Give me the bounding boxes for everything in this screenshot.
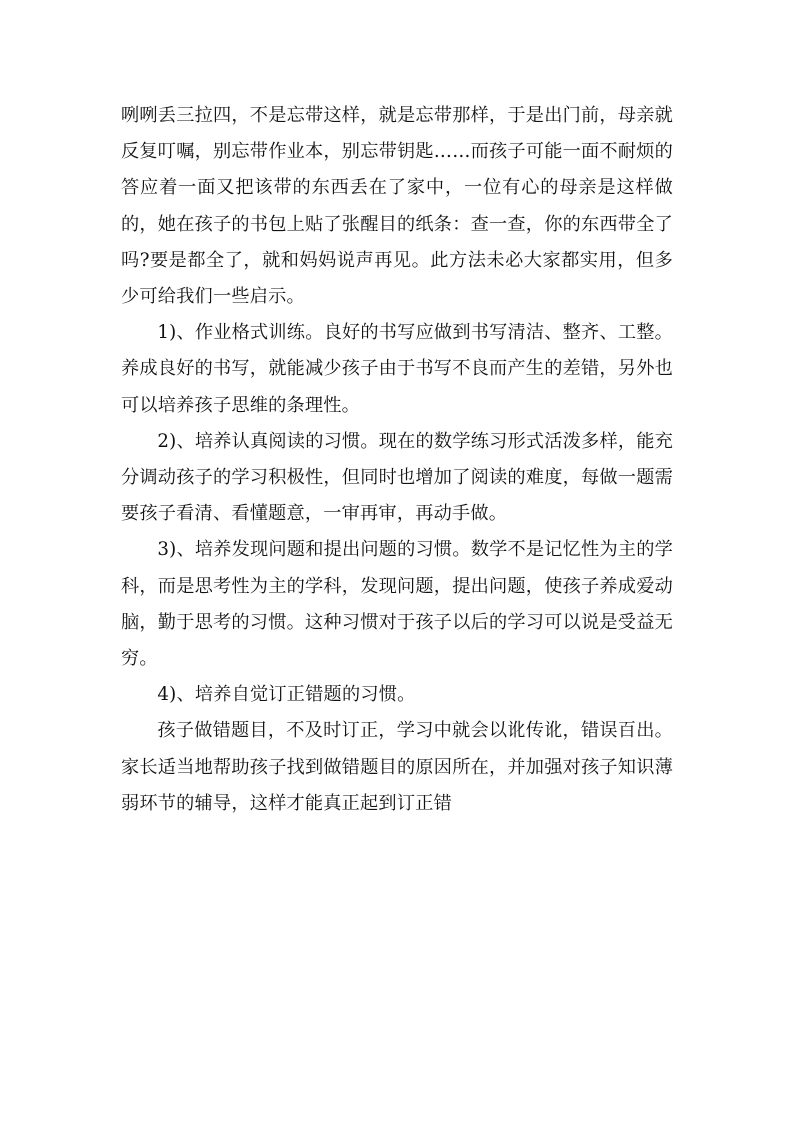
paragraph-continued: 咧咧丢三拉四，不是忘带这样，就是忘带那样，于是出门前，母亲就反复叮嘱，别忘带作业本，别忘带钥匙……而孩子可能一面不耐烦的答应着一面又把该带的东西丢在了家中，一位有心的母亲是这样做的，她在孩子的书包上贴了张醒目的纸条：查一查，你的东西带全了吗?要是都全了，就和妈妈说声再见。此方法未必大家都实用，但多少可给我们一些启示。 (121, 105, 673, 308)
paragraph-careful-reading: 2)、培养认真阅读的习惯。现在的数学练习形式活泼多样，能充分调动孩子的学习积极性，但同时也增加了阅读的难度，每做一题需要孩子看清、看懂题意，一审再审，再动手做。 (121, 430, 673, 525)
paragraph-homework-format: 1)、作业格式训练。良好的书写应做到书写清洁、整齐、工整。养成良好的书写，就能减少孩子由于书写不良而产生的差错，另外也可以培养孩子思维的条理性。 (121, 322, 673, 416)
paragraph-correcting-errors-heading: 4)、培养自觉订正错题的习惯。 (157, 684, 416, 706)
paragraph-correcting-errors: 孩子做错题目，不及时订正，学习中就会以讹传讹，错误百出。家长适当地帮助孩子找到做错题目的原因所在，并加强对孩子知识薄弱环节的辅导，这样才能真正起到订正错 (121, 720, 673, 814)
paragraph-asking-questions: 3)、培养发现问题和提出问题的习惯。数学不是记忆性为主的学科，而是思考性为主的学科，发现问题，提出问题，使孩子养成爱动脑，勤于思考的习惯。这种习惯对于孩子以后的学习可以说是受益无穷。 (121, 539, 673, 670)
document-page (121, 98, 673, 822)
